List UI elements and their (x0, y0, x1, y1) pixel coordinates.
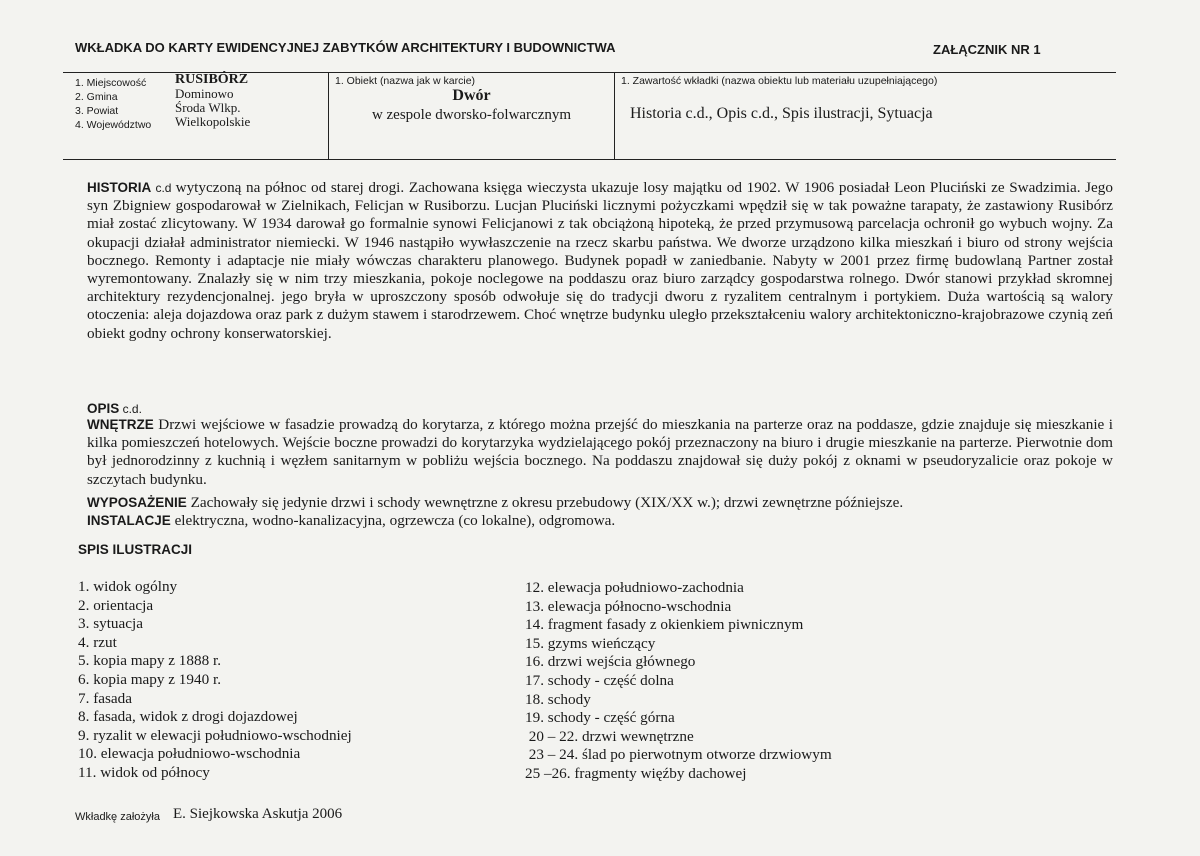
footer-author: E. Siejkowska Askutja 2006 (173, 806, 343, 822)
illustration-list-left (78, 578, 352, 783)
instalacje-section (87, 512, 1113, 530)
spis-ilustracji-heading: SPIS ILUSTRACJI (78, 542, 193, 557)
contents-label: 1. Zawartość wkładki (nazwa obiektu lub materiału uzupełniającego) (621, 75, 938, 87)
label-gmina: 2. Gmina (75, 91, 118, 103)
list-item: 18. schody (525, 690, 591, 708)
list-item: 6. kopia mapy z 1940 r. (78, 670, 221, 688)
object-name: Dwór (452, 87, 491, 104)
list-item: 19. schody - część górna (525, 709, 675, 727)
value-wojewodztwo: Wielkopolskie (175, 114, 251, 129)
attachment-number: ZAŁĄCZNIK NR 1 (933, 42, 1041, 57)
list-item: 12. elewacja południowo-zachodnia (525, 579, 744, 596)
instalacje-heading: INSTALACJE (87, 513, 171, 528)
list-item: 9. ryzalit w elewacji południowo-wschodniej (78, 726, 352, 744)
list-item: 10. elewacja południowo-wschodnia (78, 745, 301, 763)
wyposazenie-section (87, 494, 1113, 512)
document-title: WKŁADKA DO KARTY EWIDENCYJNEJ ZABYTKÓW ARCHITEKTURY I BUDOWNICTWA (75, 40, 616, 55)
list-item: 4. rzut (78, 633, 117, 651)
object-subtitle: w zespole dworsko-folwarcznym (371, 107, 572, 123)
historia-text: wytyczoną na północ od starej drogi. Zachowana księga wieczysta ukazuje losy majątku od 1902. W 1906 posiadał Leon Pluciński ze Swadzimia. Jego syn Zbigniew gospodarował w Zielnikach, Felicjan w Rusiborzu. Lucjan Pluciński licznymi pożyczkami wpędził się w tak poważne tarapaty, że zastawiony Rusibórz miał zostać zlicytowany. W 1934 darował go formalnie synowi Felicjanowi z tak obciążoną hipoteką, że przed przymusową parcelacja ochronił go wybuch wojny. Za okupacji działał administrator niemiecki. W 1946 nastąpiło wywłaszczenie na rzecz skarbu państwa. We dworze urządzono kilka mieszkań i biuro od strony wejścia bocznego. Remonty i adaptacje nie miały wówczas charakteru planowego. Budynek popadł w zaniedbanie. Nabyty w 2001 przez firmę budowlaną Partner został wyremontowany. Znalazły się w nim trzy mieszkania, pokoje noclegowe na poddaszu oraz biuro zarządcy gospodarstwa rolnego. Dwór stanowi przykład skromnej architektury rezydencjonalnej. jego bryła w uproszczony sposób odwołuje się do tradycji dworu z ryzalitem centralnym i portykiem. Duża wartością są walory otoczenia: aleja dojazdowa oraz park z dużym stawem i starodrzewem. Choć wnętrze budynku uległo przekształceniu walory architektoniczno-krajobrazowe czynią zeń obiekt godny ochrony konserwatorskiej. (87, 179, 1113, 342)
list-item: 20 – 22. drzwi wewnętrzne (525, 727, 694, 745)
list-item: 7. fasada (78, 689, 132, 707)
illustration-list-right (525, 579, 832, 784)
value-powiat: Środa Wlkp. (175, 100, 241, 115)
label-powiat: 3. Powiat (75, 105, 119, 117)
label-miejscowosc: 1. Miejscowość (75, 77, 147, 89)
location-labels (75, 76, 151, 132)
list-item: 8. fasada, widok z drogi dojazdowej (78, 708, 298, 726)
wnetrze-section (87, 416, 1113, 489)
wnetrze-text: Drzwi wejściowe w fasadzie prowadzą do korytarza, z którego można przejść do mieszkania na parterze oraz na poddasze, gdzie znajduje się mieszkanie i kilka pomieszczeń hotelowych. Wejście boczne prowadzi do korytarzyka wydzielającego pokój przeznaczony na biuro i drugie mieszkanie na parterze. Pierwotnie dom był jednorodzinny z kuchnią i węzłem sanitarnym w pobliżu wejścia bocznego. Na poddaszu znajdował się duży pokój z oknami w pseudoryzalicie oraz pokoje w szczytach budynku. (87, 416, 1113, 488)
value-miejscowosc: RUSIBÓRZ (175, 72, 249, 87)
historia-suffix: c.d (151, 181, 176, 195)
list-item: 11. widok od północy (78, 763, 210, 781)
list-item: 5. kopia mapy z 1888 r. (78, 652, 221, 670)
list-item: 25 –26. fragmenty więźby dachowej (525, 764, 747, 782)
wnetrze-heading: WNĘTRZE (87, 417, 154, 432)
table-divider (614, 73, 615, 159)
list-item: 3. sytuacja (78, 615, 143, 633)
wyposazenie-heading: WYPOSAŻENIE (87, 495, 187, 510)
list-item: 17. schody - część dolna (525, 671, 674, 689)
historia-heading: HISTORIA (87, 180, 152, 195)
instalacje-text: elektryczna, wodno-kanalizacyjna, ogrzewcza (co lokalne), odgromowa. (170, 512, 616, 529)
location-values (175, 73, 250, 129)
list-item: 2. orientacja (78, 596, 154, 614)
list-item: 23 – 24. ślad po pierwotnym otworze drzwiowym (525, 746, 832, 764)
list-item: 16. drzwi wejścia głównego (525, 653, 696, 671)
object-label: 1. Obiekt (nazwa jak w karcie) (335, 75, 476, 87)
contents-text: Historia c.d., Opis c.d., Spis ilustracji, Sytuacja (630, 105, 933, 122)
wyposazenie-text: Zachowały się jedynie drzwi i schody wewnętrzne z okresu przebudowy (XIX/XX w.); drzwi zewnętrzne późniejsze. (186, 494, 904, 511)
list-item: 1. widok ogólny (78, 578, 178, 595)
historia-section (87, 179, 1113, 343)
opis-heading: OPIS (87, 401, 120, 416)
list-item: 14. fragment fasady z okienkiem piwnicznym (525, 616, 804, 634)
list-item: 15. gzyms wieńczący (525, 634, 656, 652)
opis-suffix: c.d. (119, 402, 142, 416)
metadata-table (63, 72, 1116, 160)
footer-label: Wkładkę założyła (75, 811, 160, 823)
label-wojewodztwo: 4. Województwo (75, 119, 152, 131)
value-gmina: Dominowo (175, 86, 234, 101)
list-item: 13. elewacja północno-wschodnia (525, 597, 732, 615)
